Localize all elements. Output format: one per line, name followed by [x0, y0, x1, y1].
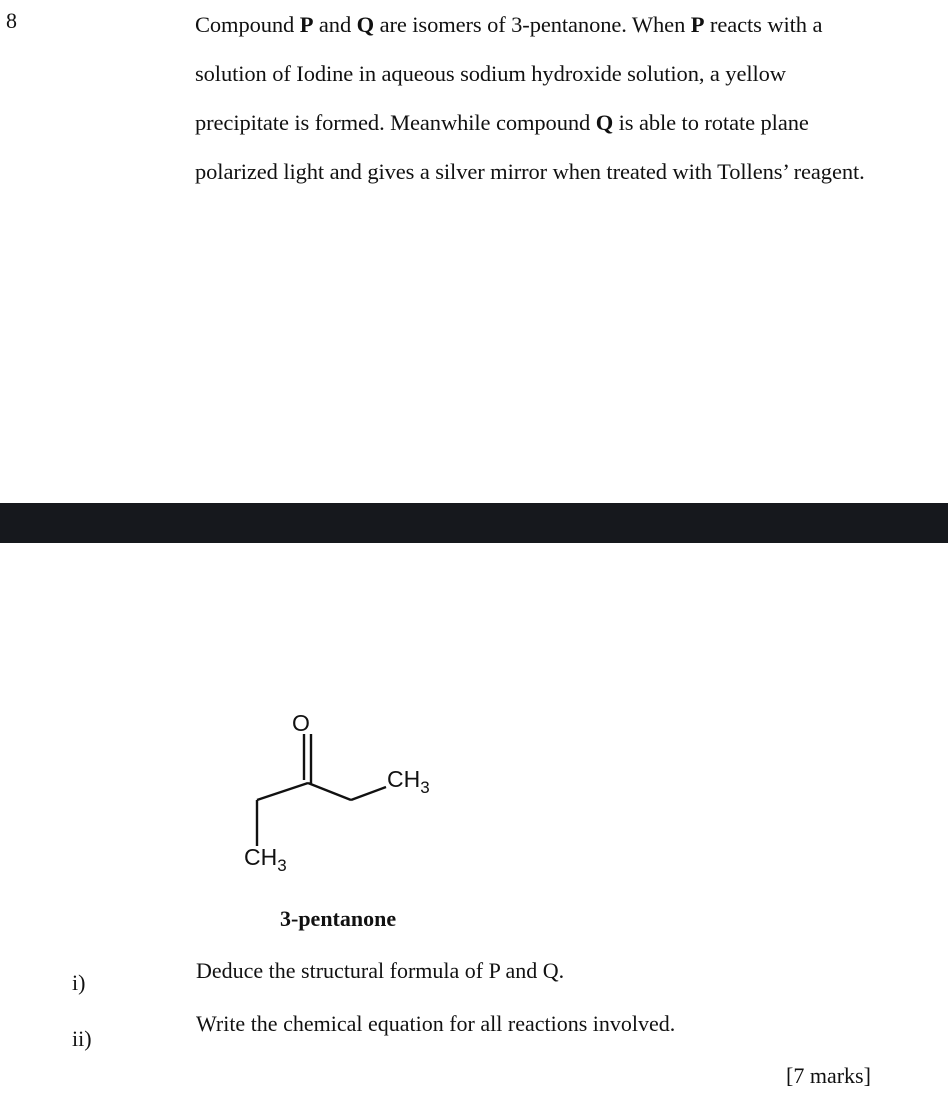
task-text-i: Deduce the structural formula of P and Q.: [196, 958, 565, 983]
methyl-label-bottom-text: CH: [244, 844, 278, 870]
compound-q-label: Q: [356, 12, 375, 37]
question-text-fragment: are isomers of 3-pentanone. When: [374, 12, 691, 37]
c-c-bond-left: [257, 783, 308, 800]
task-label-ii: ii): [72, 1026, 92, 1051]
question-text-fragment: precipitate is formed. Meanwhile compound: [195, 110, 596, 135]
c-c-bond-right: [308, 783, 351, 800]
question-line-4: polarized light and gives a silver mirror when treated with Tollens’ reagent.: [195, 159, 865, 184]
pentanone-structure-diagram: [230, 700, 470, 880]
question-text-fragment: Compound: [195, 12, 300, 37]
question-text-fragment: is able to rotate plane: [613, 110, 809, 135]
methyl-label-right: [387, 766, 430, 797]
task-label-i: i): [72, 970, 86, 995]
marks-allocation: [7 marks]: [786, 1063, 871, 1088]
methyl-label-bottom-subscript: 3: [277, 856, 287, 875]
question-text-fragment: reacts with a: [704, 12, 823, 37]
question-line-1: [195, 0, 940, 49]
redaction-band: [0, 503, 948, 543]
compound-q-label: Q: [595, 110, 614, 135]
methyl-label-right-text: CH: [387, 766, 421, 792]
question-text: [195, 0, 940, 196]
question-line-3: [195, 98, 940, 147]
oxygen-atom-label: O: [292, 710, 310, 736]
compound-p-label: P: [690, 12, 705, 37]
question-line-2: solution of Iodine in aqueous sodium hydroxide solution, a yellow: [195, 61, 786, 86]
skeletal-formula: [230, 700, 470, 880]
task-text-ii: Write the chemical equation for all reactions involved.: [196, 1011, 676, 1036]
question-text-fragment: and: [313, 12, 357, 37]
compound-p-label: P: [299, 12, 314, 37]
c-c-bond-up: [351, 787, 386, 800]
methyl-label-bottom: [244, 844, 287, 875]
structure-caption: 3-pentanone: [280, 906, 397, 931]
methyl-label-right-subscript: 3: [420, 778, 430, 797]
question-number: 8: [6, 8, 17, 33]
